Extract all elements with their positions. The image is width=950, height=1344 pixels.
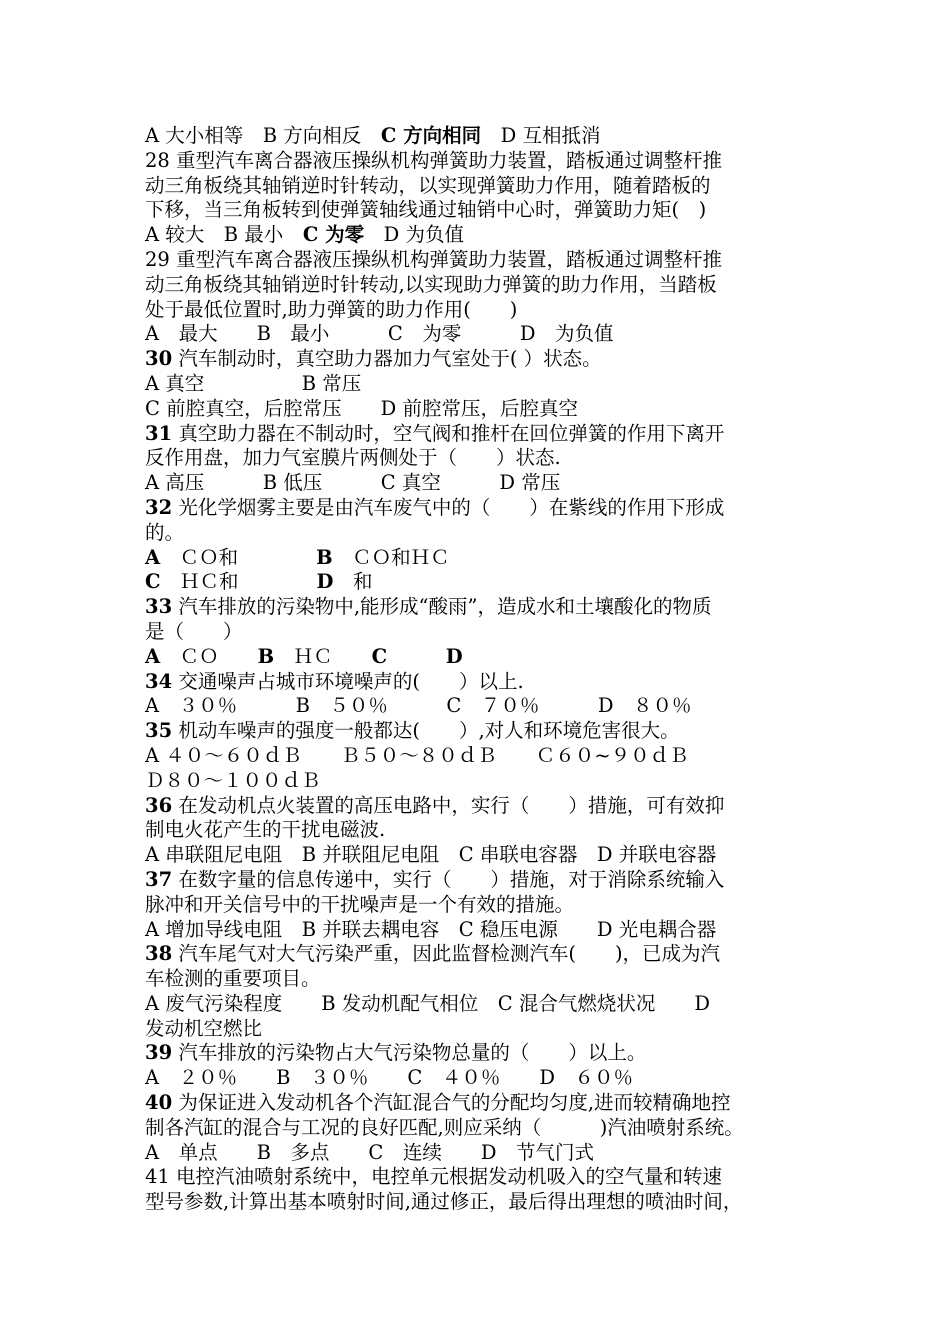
line-text: 和 [333,570,373,594]
line-text: A 增加导线电阻 B 并联去耦电容 C 稳压电源 D 光电耦合器 [145,917,717,941]
bold-text: 32 [145,495,173,519]
line-text: 汽车尾气对大气污染严重，因此监督检测汽车( )，已成为汽 [172,942,721,966]
line-text: 机动车噪声的强度一般都达( ）,对人和环境危害很大。 [172,719,680,743]
line-text: 28 重型汽车离合器液压操纵机构弹簧助力装置，踏板通过调整杆推 [145,148,723,172]
text-line [145,397,825,422]
text-line [145,322,825,347]
bold-text: B [257,644,275,668]
line-text: ＨＣ [274,644,372,668]
line-text: D 互相抵消 [481,124,601,147]
line-text: 真空助力器在不制动时，空气阀和推杆在回位弹簧的作用下离开 [172,421,725,445]
line-text: 下移，当三角板转到使弹簧轴线通过轴销中心时，弹簧助力矩( ) [145,198,707,222]
text-line [145,620,825,645]
line-text: 制各汽缸的混合与工况的良好匹配,则应采纳（ )汽油喷射系统。 [145,1115,744,1139]
bold-text: D [445,644,463,668]
line-text: 交通噪声占城市环境噪声的( ）以上. [172,669,524,693]
line-text: A ２０％ B ３０％ C ４０％ D ６０％ [145,1066,633,1090]
line-text: ＣＯ和ＨＣ [332,545,450,569]
bold-text: 36 [145,793,173,817]
text-line [145,595,825,620]
text-line [145,248,825,273]
bold-text: 35 [145,719,173,743]
text-line [145,546,825,571]
text-line [145,298,825,323]
line-text: 制电火花产生的干扰电磁波. [145,818,386,842]
line-text: 动三角板绕其轴销逆时针转动，以实现弹簧助力作用，随着踏板的 [145,173,711,197]
line-text: 41 电控汽油喷射系统中，电控单元根据发动机吸入的空气量和转速 [145,1165,723,1189]
line-text: 处于最低位置时,助力弹簧的助力作用( ) [145,297,518,321]
text-line [145,1116,825,1141]
line-text: ＣＯ和 [160,545,317,569]
text-line [145,992,825,1017]
bold-text: A [145,644,161,668]
line-text: 在数字量的信息传递中，实行（ ）措施，对于消除系统输入 [172,867,725,891]
bold-text: 38 [145,942,173,966]
line-text: 29 重型汽车离合器液压操纵机构弹簧助力装置，踏板通过调整杆推 [145,247,723,271]
line-text: A 真空 B 常压 [145,371,362,395]
text-line [145,124,825,149]
line-text: C 前腔真空，后腔常压 D 前腔常压，后腔真空 [145,396,578,420]
bold-text: 34 [145,669,173,693]
text-line [145,843,825,868]
bold-text: 37 [145,867,173,891]
text-line [145,1041,825,1066]
line-text: A ３０％ B ５０％ C ７０％ D ８０％ [145,694,692,718]
text-line [145,198,825,223]
line-text: ＨＣ和 [160,570,317,594]
line-text: A 最大 B 最小 C 为零 D 为负值 [145,322,614,346]
line-text: 反作用盘，加力气室膜片两侧处于（ ）状态. [145,446,561,470]
bold-text: 31 [145,421,173,445]
text-line [145,645,825,670]
text-line [145,818,825,843]
text-line [145,893,825,918]
line-text: A 单点 B 多点 C 连续 D 节气门式 [145,1140,594,1164]
line-text: 光化学烟雾主要是由汽车废气中的（ ）在紫线的作用下形成 [172,495,725,519]
line-text: 车检测的重要项目。 [145,967,321,991]
text-line [145,918,825,943]
text-line [145,446,825,471]
bold-text: A [145,545,161,569]
text-line [145,719,825,744]
text-line [145,794,825,819]
text-line [145,372,825,397]
bold-text: 30 [145,347,173,371]
bold-text: D [316,570,334,594]
line-text: 发动机空燃比 [145,1016,263,1040]
bold-text: 40 [145,1091,173,1115]
line-text: 为保证进入发动机各个汽缸混合气的分配均匀度,进而较精确地控 [172,1091,731,1115]
line-text: 动三角板绕其轴销逆时针转动,以实现助力弹簧的助力作用，当踏板 [145,272,717,296]
line-text [387,645,446,668]
text-line [145,694,825,719]
text-line [145,1066,825,1091]
text-line [145,1190,825,1215]
text-line [145,347,825,372]
line-text: A 较大 B 最小 [145,223,303,247]
line-text: 汽车制动时，真空助力器加力气室处于( ）状态。 [172,347,602,371]
text-line [145,496,825,521]
line-text: 汽车排放的污染物占大气污染物总量的（ ）以上。 [172,1041,647,1065]
line-text: 的。 [145,520,185,544]
text-line [145,769,825,794]
line-text: Ｄ８０～１００ｄＢ [145,768,321,792]
line-text: A 串联阻尼电阻 B 并联阻尼电阻 C 串联电容器 D 并联电容器 [145,843,717,867]
line-text: A 废气污染程度 B 发动机配气相位 C 混合气燃烧状况 D [145,991,711,1015]
line-text: A ４０～６０ｄＢ Ｂ５０～８０ｄＢ Ｃ６０~９０ｄＢ [145,743,689,767]
line-text: A 大小相等 B 方向相反 [145,124,381,147]
text-line [145,1091,825,1116]
text-line [145,1165,825,1190]
bold-text: C [145,570,161,594]
text-line [145,521,825,546]
text-line [145,868,825,893]
line-text: 是（ ） [145,619,243,643]
text-line [145,223,825,248]
line-text: ＣＯ [160,644,258,668]
text-line [145,967,825,992]
line-text: 型号参数,计算出基本喷射时间,通过修正，最后得出理想的喷油时间， [145,1190,743,1214]
text-line [145,670,825,695]
bold-text: C 为零 [302,223,365,247]
line-text: 在发动机点火装置的高压电路中，实行（ ）措施，可有效抑 [172,793,725,817]
line-text: D 为负值 [364,223,464,247]
text-line [145,942,825,967]
text-line [145,174,825,199]
bold-text: 39 [145,1041,173,1065]
text-line [145,744,825,769]
document-page [145,124,825,1215]
line-text: A 高压 B 低压 C 真空 D 常压 [145,471,561,495]
text-line [145,570,825,595]
line-text: 脉冲和开关信号中的干扰噪声是一个有效的措施。 [145,892,575,916]
line-text: 汽车排放的污染物中,能形成“酸雨”，造成水和土壤酸化的物质 [172,595,712,619]
text-line [145,273,825,298]
bold-text: C 方向相同 [380,124,482,147]
text-line [145,1141,825,1166]
bold-text: B [316,545,333,569]
text-line [145,471,825,496]
bold-text: C [371,644,388,668]
bold-text: 33 [145,595,173,619]
text-line [145,422,825,447]
text-line [145,1017,825,1042]
text-line [145,149,825,174]
